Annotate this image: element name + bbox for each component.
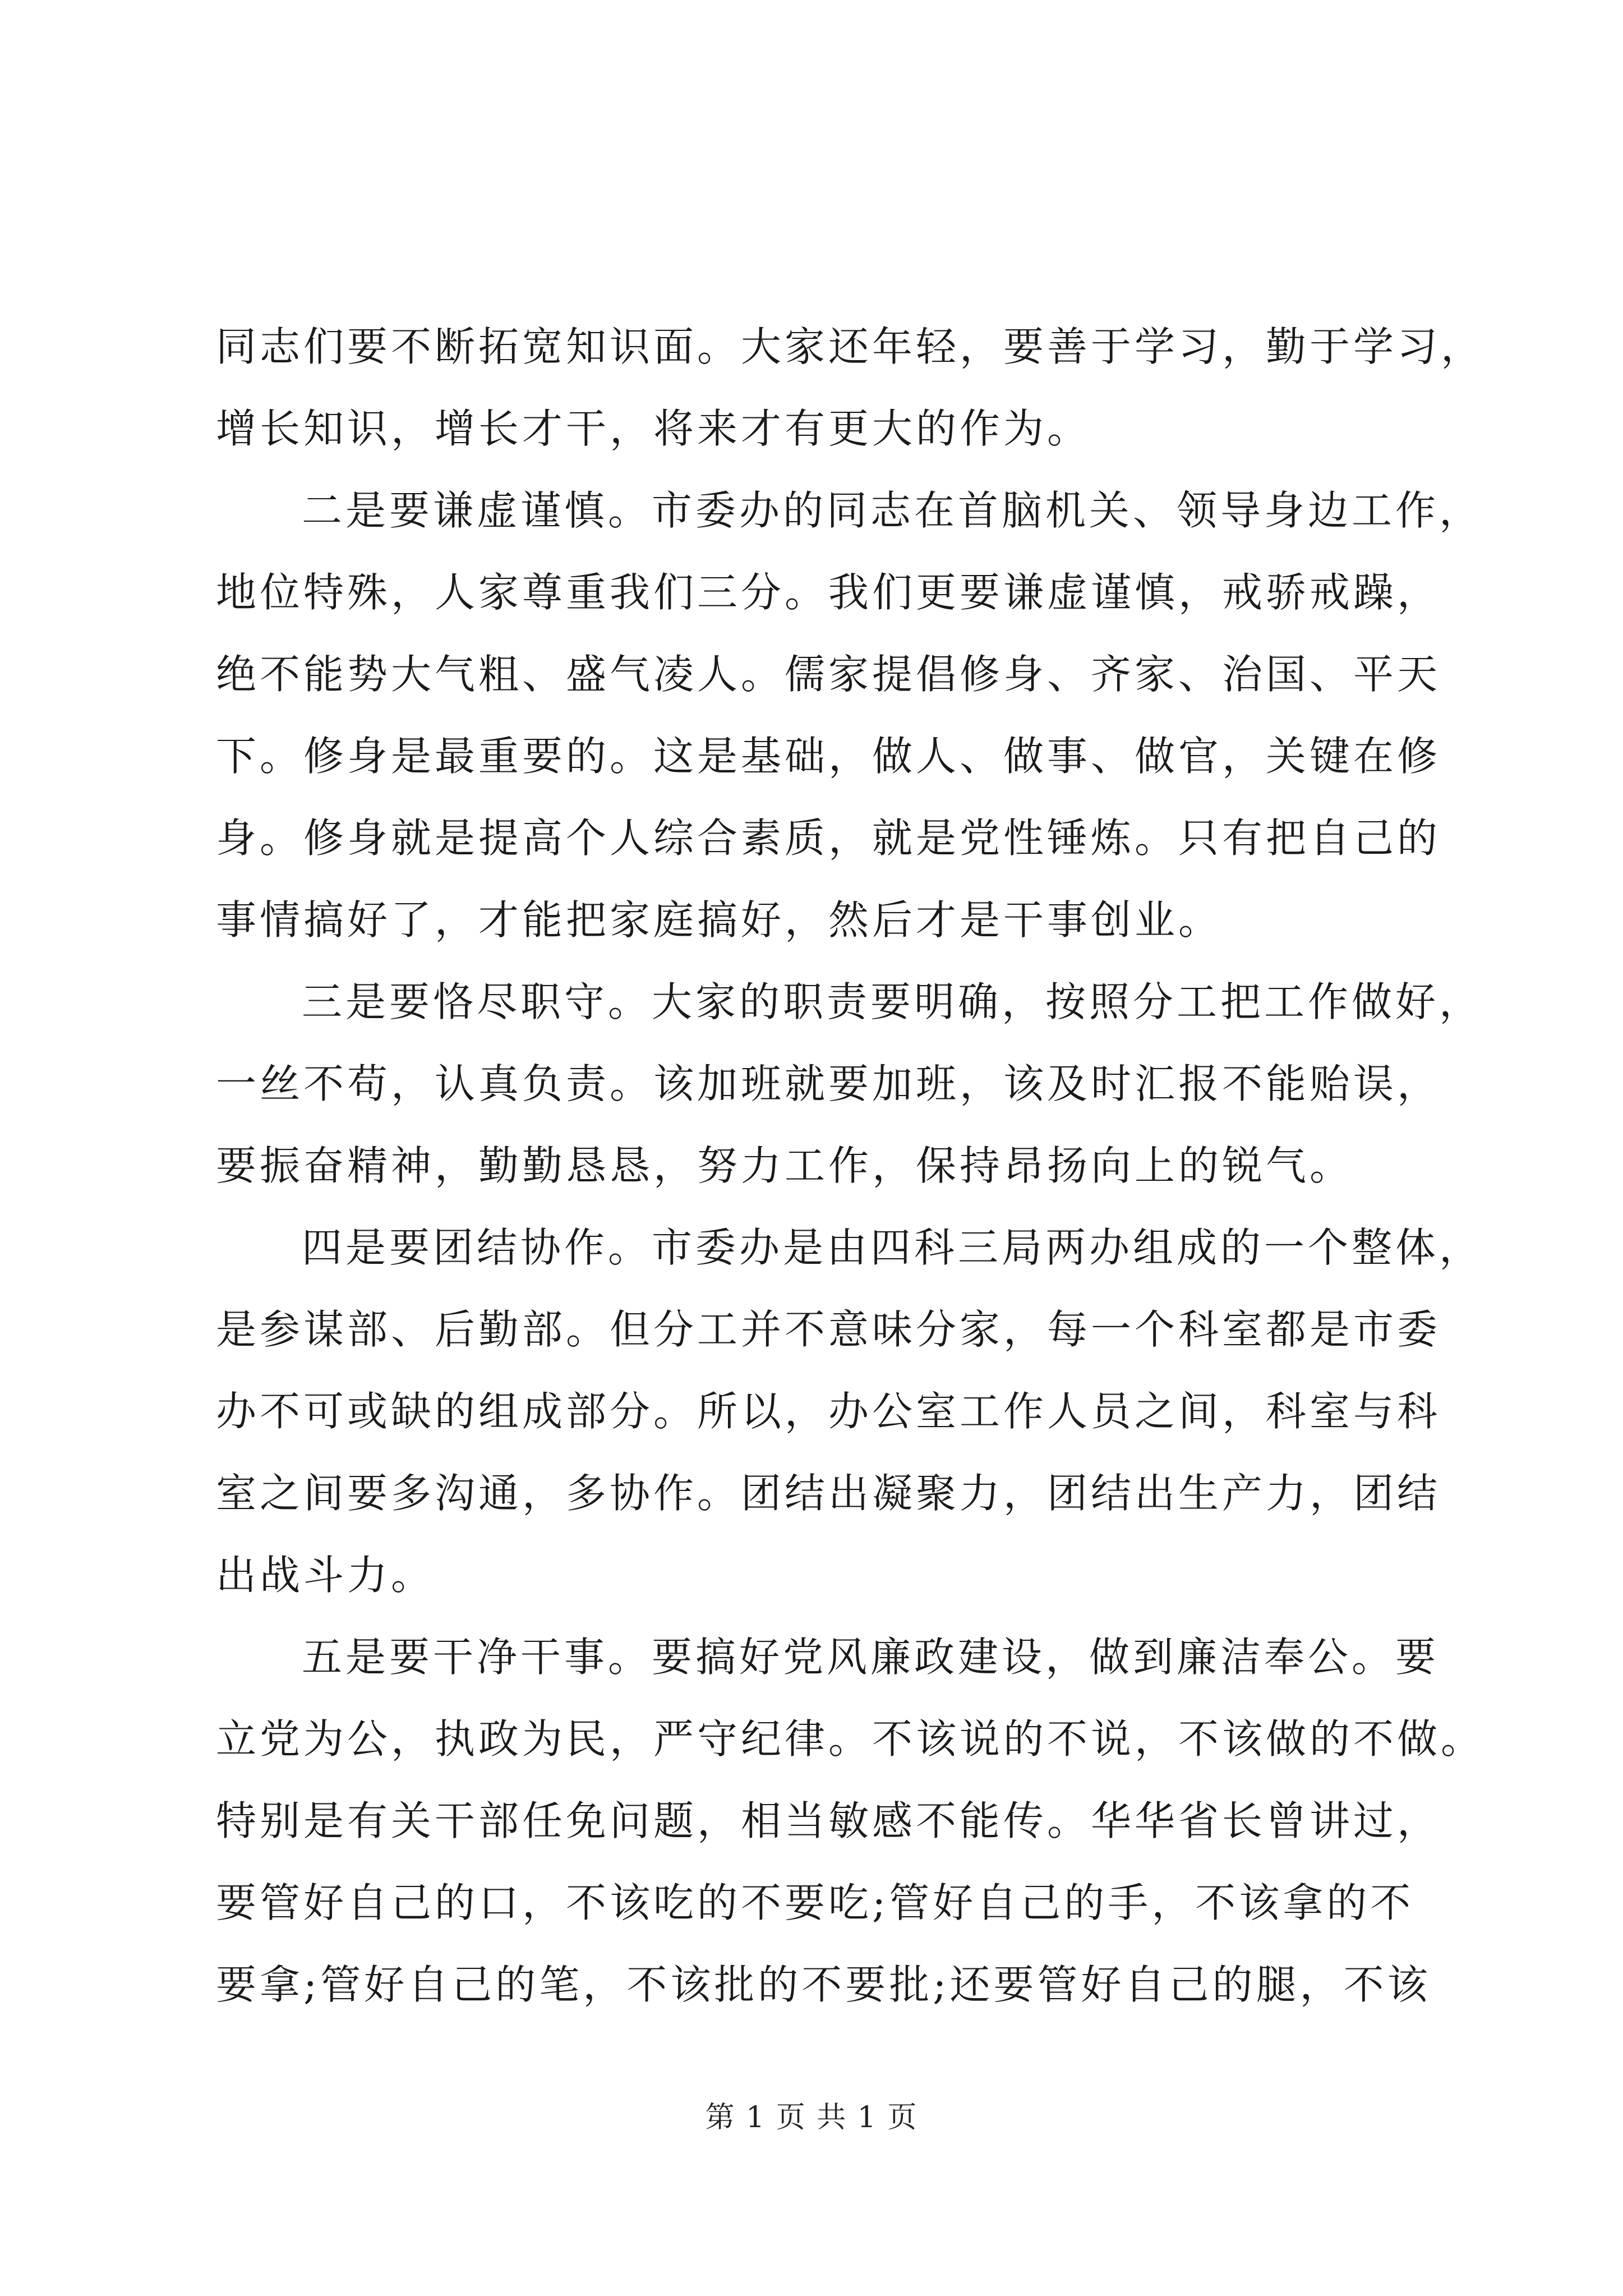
text-line: 同志们要不断拓宽知识面。大家还年轻，要善于学习，勤于学习， [216,323,1485,370]
text-line: 室之间要多沟通，多协作。团结出凝聚力，团结出生产力，团结 [216,1470,1441,1517]
text-line: 下。修身是最重要的。这是基础，做人、做事、做官，关键在修 [216,733,1441,780]
text-line: 特别是有关干部任免问题，相当敏感不能传。华华省长曾讲过， [216,1797,1441,1844]
paragraph-start-line: 四是要团结协作。市委办是由四科三局两办组成的一个整体， [302,1224,1483,1271]
paragraph-start-line: 三是要恪尽职守。大家的职责要明确，按照分工把工作做好， [302,978,1483,1025]
paragraph-start-line: 二是要谦虚谨慎。市委办的同志在首脑机关、领导身边工作， [302,487,1483,534]
text-line: 立党为公，执政为民，严守纪律。不该说的不说，不该做的不做。 [216,1715,1485,1763]
body-text [216,306,1485,2026]
text-line: 要管好自己的口，不该吃的不要吃;管好自己的手，不该拿的不 [216,1879,1414,1926]
text-line: 出战斗力。 [216,1552,435,1599]
text-line: 一丝不苟，认真负责。该加班就要加班，该及时汇报不能贻误， [216,1060,1441,1107]
text-line: 是参谋部、后勤部。但分工并不意味分家，每一个科室都是市委 [216,1306,1441,1353]
page-footer: 第 1 页 共 1 页 [705,2101,918,2134]
text-line: 要拿;管好自己的笔，不该批的不要批;还要管好自己的腿，不该 [216,1961,1431,2008]
text-line: 地位特殊，人家尊重我们三分。我们更要谦虚谨慎，戒骄戒躁， [216,569,1441,616]
text-line: 事情搞好了，才能把家庭搞好，然后才是干事创业。 [216,896,1223,944]
text-line: 要振奋精神，勤勤恳恳，努力工作，保持昂扬向上的锐气。 [216,1142,1354,1189]
text-line: 增长知识，增长才干，将来才有更大的作为。 [216,405,1091,452]
paragraph-start-line: 五是要干净干事。要搞好党风廉政建设，做到廉洁奉公。要 [302,1634,1440,1681]
text-line: 绝不能势大气粗、盛气凌人。儒家提倡修身、齐家、治国、平天 [216,651,1441,698]
text-line: 身。修身就是提高个人综合素质，就是党性锤炼。只有把自己的 [216,815,1441,862]
text-line: 办不可或缺的组成部分。所以，办公室工作人员之间，科室与科 [216,1388,1441,1435]
